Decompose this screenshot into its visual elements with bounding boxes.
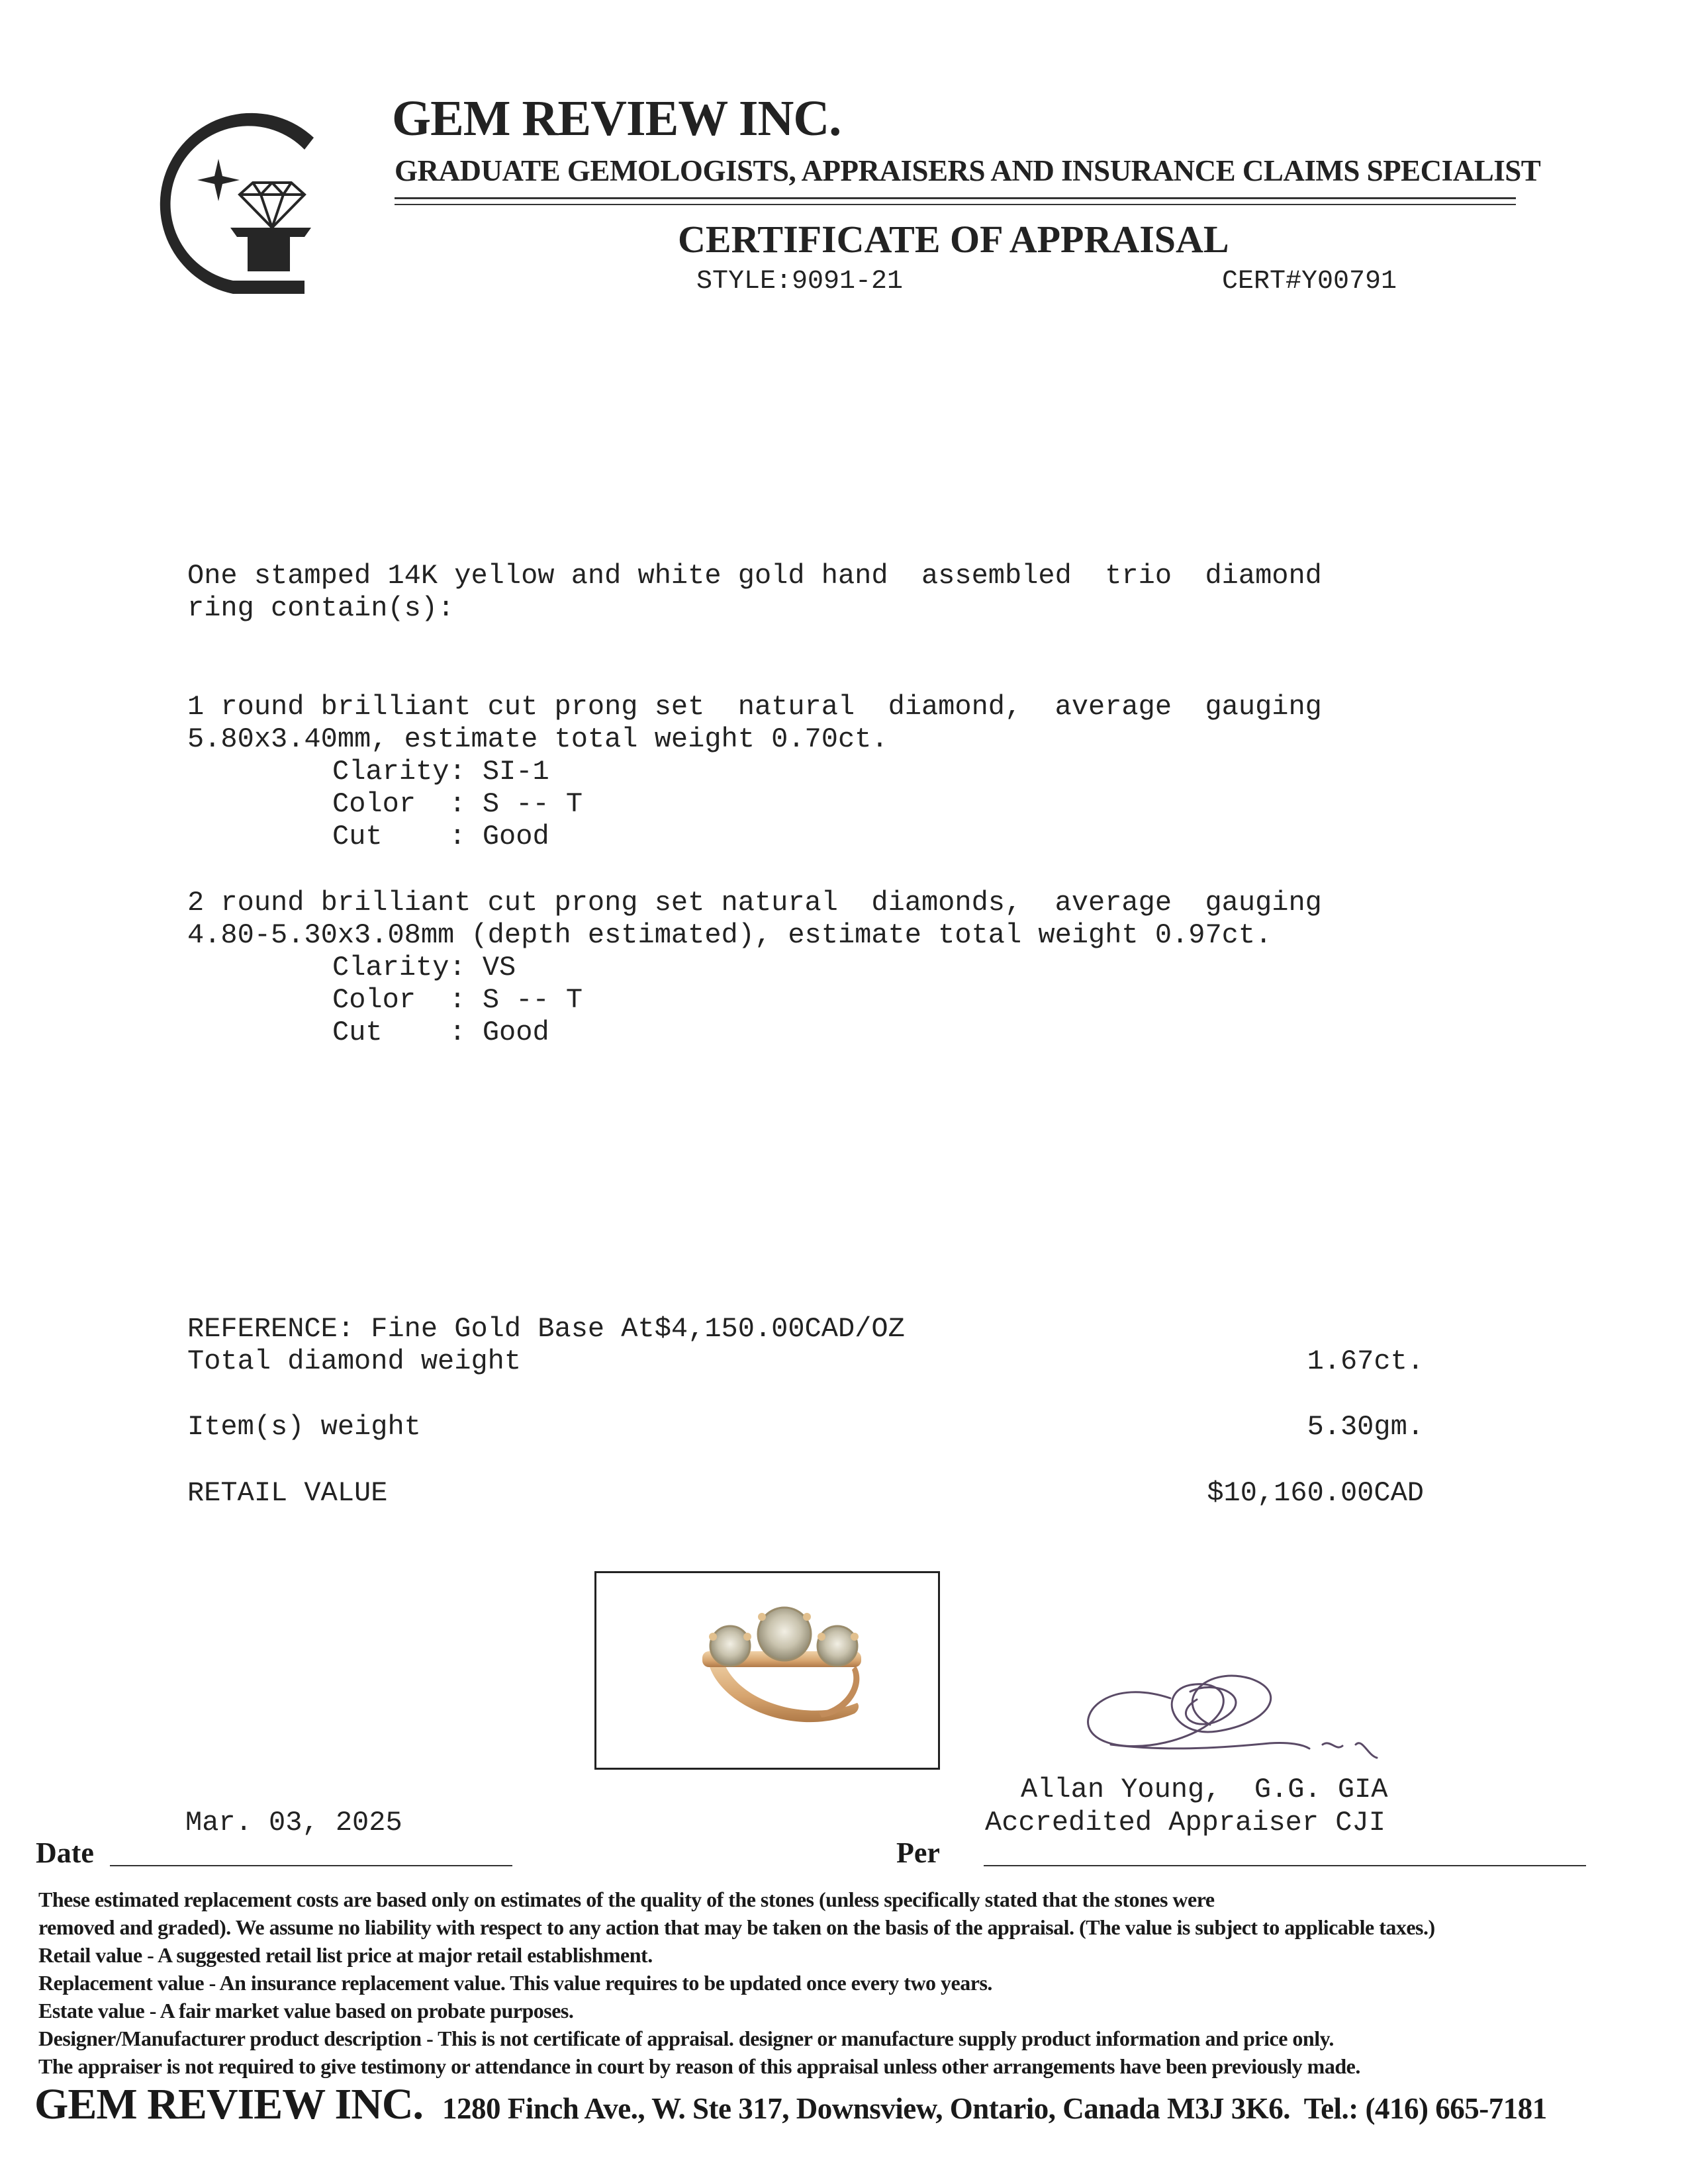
item-description-line: ring contain(s): xyxy=(187,592,455,624)
gold-reference: REFERENCE: Fine Gold Base At$4,150.00CAD/OZ xyxy=(187,1313,905,1345)
stone-description-line: 4.80-5.30x3.08mm (depth estimated), estimate total weight 0.97ct. xyxy=(187,919,1272,951)
stone-cut: Cut : Good xyxy=(332,821,549,852)
disclaimer-line: Estate value - A fair market value based on probate purposes. xyxy=(38,1999,574,2023)
date-signature-line xyxy=(110,1865,512,1866)
company-tagline: GRADUATE GEMOLOGISTS, APPRAISERS AND INSURANCE CLAIMS SPECIALIST xyxy=(395,154,1541,187)
stone-color: Color : S -- T xyxy=(332,984,583,1016)
item-weight-value: 5.30gm. xyxy=(1307,1411,1424,1443)
retail-value-row xyxy=(187,1477,1424,1509)
company-logo xyxy=(140,98,332,303)
footer-address: 1280 Finch Ave., W. Ste 317, Downsview, Ontario, Canada M3J 3K6. Tel.: (416) 665-7181 xyxy=(442,2092,1547,2125)
disclaimer-line: Replacement value - An insurance replacement value. This value requires to be updated once every two years. xyxy=(38,1971,992,1995)
appraiser-name: Allan Young, G.G. GIA xyxy=(1021,1774,1388,1805)
retail-value-label: RETAIL VALUE xyxy=(187,1477,388,1509)
stone-description-line: 2 round brilliant cut prong set natural diamonds, average gauging xyxy=(187,887,1322,919)
stone-description-line: 5.80x3.40mm, estimate total weight 0.70ct. xyxy=(187,723,888,755)
appraisal-date: Mar. 03, 2025 xyxy=(185,1807,402,1839)
header-divider xyxy=(395,204,1516,205)
date-label: Date xyxy=(36,1837,94,1869)
total-diamond-weight-label: Total diamond weight xyxy=(187,1345,522,1377)
header-divider xyxy=(395,197,1516,199)
ring-photo xyxy=(594,1571,940,1770)
total-diamond-weight-value: 1.67ct. xyxy=(1307,1345,1424,1377)
retail-value-amount: $10,160.00CAD xyxy=(1207,1477,1424,1509)
stone-color: Color : S -- T xyxy=(332,788,583,820)
style-number: STYLE:9091-21 xyxy=(696,267,904,296)
per-signature-line xyxy=(984,1865,1586,1866)
company-name: GEM REVIEW INC. xyxy=(392,91,841,146)
disclaimer-line: removed and graded). We assume no liability with respect to any action that may be taken on the basis of the appraisal. (The value is subject to applicable taxes.) xyxy=(38,1915,1435,1939)
item-weight-label: Item(s) weight xyxy=(187,1411,421,1443)
appraiser-title: Accredited Appraiser CJI xyxy=(985,1807,1385,1839)
certificate-number: CERT#Y00791 xyxy=(1222,267,1397,296)
per-label: Per xyxy=(896,1837,940,1869)
disclaimer-line: These estimated replacement costs are based only on estimates of the quality of the stones (unless specifically stated that the stones were xyxy=(38,1888,1215,1911)
ring-image xyxy=(596,1573,938,1768)
stone-description-line: 1 round brilliant cut prong set natural diamond, average gauging xyxy=(187,691,1322,723)
disclaimer-line: The appraiser is not required to give testimony or attendance in court by reason of this appraisal unless other arrangements have been previously made. xyxy=(38,2054,1360,2078)
footer-company-name: GEM REVIEW INC. xyxy=(34,2080,424,2128)
stone-clarity: Clarity: VS xyxy=(332,952,516,983)
item-description-line: One stamped 14K yellow and white gold hand assembled trio diamond xyxy=(187,560,1322,592)
stone-cut: Cut : Good xyxy=(332,1017,549,1048)
total-diamond-weight-row xyxy=(187,1345,1424,1377)
disclaimer-line: Retail value - A suggested retail list price at major retail establishment. xyxy=(38,1943,653,1967)
disclaimer-line: Designer/Manufacturer product description - This is not certificate of appraisal. designer or manufacture supply product information and price only. xyxy=(38,2026,1334,2050)
appraiser-signature xyxy=(1071,1652,1389,1768)
item-weight-row xyxy=(187,1411,1424,1443)
stone-clarity: Clarity: SI-1 xyxy=(332,756,549,788)
document-title: CERTIFICATE OF APPRAISAL xyxy=(678,218,1229,261)
